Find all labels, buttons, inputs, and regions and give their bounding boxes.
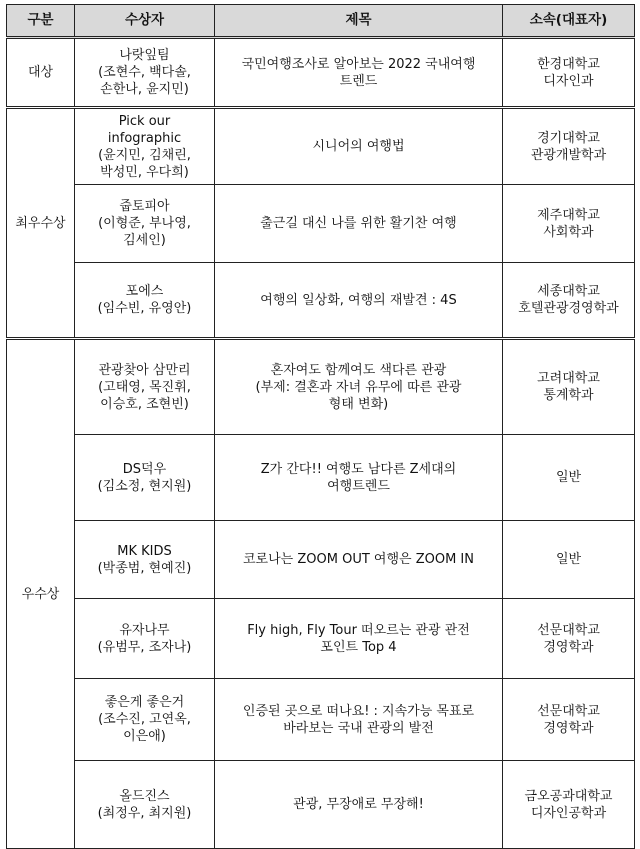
category-cell-grand: 대상 xyxy=(7,38,75,108)
affiliation-cell: 일반 xyxy=(503,435,635,521)
affiliation-cell: 고려대학교 통계학과 xyxy=(503,339,635,435)
title-cell: Z가 간다!! 여행도 남다른 Z세대의 여행트렌드 xyxy=(215,435,503,521)
winner-cell: 관광찾아 삼만리 (고태영, 목진휘, 이승호, 조현빈) xyxy=(75,339,215,435)
title-cell: Fly high, Fly Tour 떠오르는 관광 관전 포인트 Top 4 xyxy=(215,599,503,679)
affiliation-cell: 선문대학교 경영학과 xyxy=(503,599,635,679)
winner-cell: 유자나무 (유범무, 조자나) xyxy=(75,599,215,679)
affiliation-cell: 선문대학교 경영학과 xyxy=(503,679,635,761)
table-row xyxy=(7,679,635,761)
table-row xyxy=(7,185,635,263)
table-row xyxy=(7,38,635,108)
header-category: 구분 xyxy=(7,5,75,38)
title-cell: 시니어의 여행법 xyxy=(215,108,503,185)
title-cell: 출근길 대신 나를 위한 활기찬 여행 xyxy=(215,185,503,263)
category-cell-merit: 우수상 xyxy=(7,339,75,849)
table-row xyxy=(7,761,635,849)
table-row xyxy=(7,263,635,339)
winner-cell: 올드진스 (최정우, 최지원) xyxy=(75,761,215,849)
affiliation-cell: 세종대학교 호텔관광경영학과 xyxy=(503,263,635,339)
table-row xyxy=(7,521,635,599)
header-row xyxy=(7,5,635,38)
affiliation-cell: 경기대학교 관광개발학과 xyxy=(503,108,635,185)
table-row xyxy=(7,435,635,521)
winner-cell: Pick our infographic (윤지민, 김채린, 박성민, 우다희) xyxy=(75,108,215,185)
title-cell: 관광, 무장애로 무장해! xyxy=(215,761,503,849)
winner-cell: MK KIDS (박종범, 현예진) xyxy=(75,521,215,599)
winner-cell: DS덕우 (김소정, 현지원) xyxy=(75,435,215,521)
title-cell: 혼자여도 함께여도 색다른 관광 (부제: 결혼과 자녀 유무에 따른 관광 형태 변화) xyxy=(215,339,503,435)
affiliation-cell: 금오공과대학교 디자인공학과 xyxy=(503,761,635,849)
winner-cell: 좋은게 좋은거 (조수진, 고연옥, 이은애) xyxy=(75,679,215,761)
category-cell-excellence: 최우수상 xyxy=(7,108,75,339)
affiliation-cell: 제주대학교 사회학과 xyxy=(503,185,635,263)
table-row xyxy=(7,599,635,679)
table-row xyxy=(7,108,635,185)
title-cell: 코로나는 ZOOM OUT 여행은 ZOOM IN xyxy=(215,521,503,599)
title-cell: 국민여행조사로 알아보는 2022 국내여행 트렌드 xyxy=(215,38,503,108)
winner-cell: 포에스 (임수빈, 유영안) xyxy=(75,263,215,339)
header-title: 제목 xyxy=(215,5,503,38)
winner-cell: 줍토피아 (이형준, 부나영, 김세인) xyxy=(75,185,215,263)
title-cell: 여행의 일상화, 여행의 재발견 : 4S xyxy=(215,263,503,339)
winner-cell: 나랏잎팀 (조현수, 백다솔, 손한나, 윤지민) xyxy=(75,38,215,108)
header-affiliation: 소속(대표자) xyxy=(503,5,635,38)
header-winner: 수상자 xyxy=(75,5,215,38)
awards-table xyxy=(6,4,635,849)
table-row xyxy=(7,339,635,435)
affiliation-cell: 한경대학교 디자인과 xyxy=(503,38,635,108)
affiliation-cell: 일반 xyxy=(503,521,635,599)
title-cell: 인증된 곳으로 떠나요! : 지속가능 목표로 바라보는 국내 관광의 발전 xyxy=(215,679,503,761)
